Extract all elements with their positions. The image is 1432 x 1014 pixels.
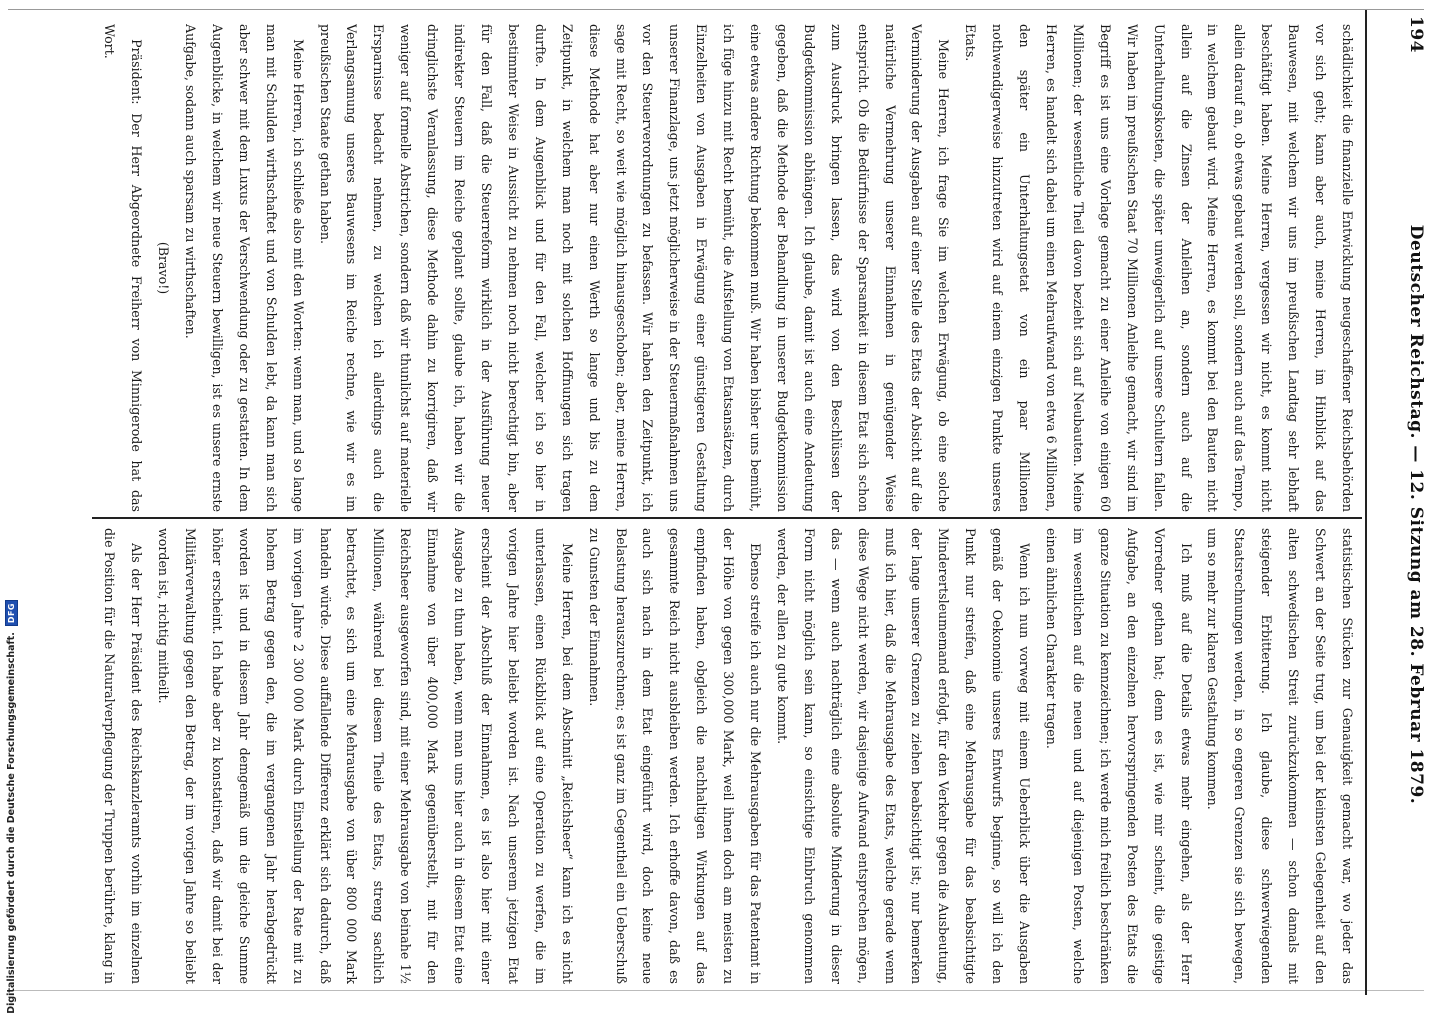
dfg-logo: DFG (5, 600, 18, 626)
scan-border-top (8, 9, 1424, 10)
paragraph: schädlichkeit die finanzielle Entwicklung neugeschaffener Reichsbehörden vor sich geht; kann aber auch, meine Herren, im Hinblick auf das Bauwesen, mit welchem wir uns im preußischen Landtag sehr lebhaft beschäftigt haben. Meine Herren, vergessen wir nicht, es kommt nicht allein darauf an, ob etwas gebaut werden soll, sondern auch auf das Tempo, in welchem gebaut wird. Meine Herren, es kommt bei den Bauten nicht allein auf die Zinsen der Anleihen an, sondern auch auf die Unterhaltungskosten, die später unweigerlich auf unsere Schultern fallen. Wir haben im preußischen Staat 70 Millionen Anleihe gemacht, wir sind im Begriff es ist uns eine Vorlage gemacht zu einer Anleihe von einigen 60 Millionen; der wesentliche Theil davon bezieht sich auf Neubauten. Meine Herren, es handelt sich dabei um einen Mehraufwand von etwa 6 Millionen, den später ein Unterhaltungsetat von ein paar Millionen nothwendigerweise hinzutreten wird auf einem einzigen Punkte unseres Etats. (963, 24, 1355, 512)
paragraph: Als der Herr Präsident des Reichskanzleramts vorhin im einzelnen die Position für die Naturalverpflegung der Truppen berührte, klang in (102, 528, 145, 984)
paragraph: Ebenso streife ich auch nur die Mehrausgaben für das Patentamt in der Höhe von gegen 300,000 Mark, weil ihnen doch am meisten zu empfinden haben, obgleich die nachhaltigen Wirkungen auf das gesammte Reich nicht ausbleiben werden. Ich erhoffe davon, daß es auch sich nach in dem Etat eingeführt wird, doch keine neue Belastung herauszurechnen; es ist ganz im Gegentheil ein Ueberschuß zu Gunsten der Einnahmen. (586, 528, 764, 984)
paragraph: statistischen Stücken zur Genauigkeit gemacht war, wo jeder das Schwert an der Seite trug, um bei der kleinsten Gelegenheit auf den alten schwedischen Streit zurückzukommen — schon damals mit steigender Erbitterung. Ich glaube, diese schwerwiegenden Staatsrechnungen werden, in so engeren Grenzen sie sich bewegen, um so mehr zur klaren Gestaltung kommen. (1205, 528, 1355, 984)
speaker-paragraph (92, 24, 95, 512)
applause-note: (Bravo!) (156, 241, 172, 295)
paragraph: Wenn ich nun vorweg mit einem Ueberblick über die Ausgaben gemäß der Oekonomie unseres Entwurfs beginne, so will ich den Punkt nur streifen, daß eine Mehrausgabe für das beabsichtigte Minderertsleumemand erfolgt, für den Verkehr gegen die Ausbeutung, der lange unserer Grenzen zu ziehen beabsichtigt ist; nur bemerken muß ich hier, daß die Mehrausgabe des Etats, welche gerade wenn diese Wege nicht werden, wir dasjenige Aufwand entsprechen mögen, das — wenn auch nachträglich eine absolute Minderung in dieser Form nicht möglich sein kann, so einsichtige Einbruch genommen werden, der allen zu gute kommt. (774, 528, 1033, 984)
paragraph: Meine Herren, ich frage Sie im welchen Erwägung, ob eine solche Verminderung der Ausgaben auf einer Stelle des Etats der Absicht auf die natürliche Vermehrung unserer Einnahmen in genügender Weise entspricht. Ob die Bedürfnisse der Sparsamkeit in diesem Etat sich schon zum Ausdruck bringen lassen, das wird von den Beschlüssen der Budgetkommission abhängen. Ich glaube, damit ist auch eine Andeutung gegeben, daß die Methode der Behandlung in unserer Budgetkommission eine etwas andere Richtung bekommen muß. Wir haben bisher uns bemüht, ich füge hinzu mit Recht bemüht, die Aufstellung von Etatsansätzen, durch Einzelheiten von Ausgaben in Erwägung einer günstigeren Gestaltung unserer Finanzlage, uns jetzt möglicherweise in der Steuermaßnahmen uns vor den Steuerverordnungen zu befassen. Wir haben den Zeitpunkt, ich sage mit Recht, so weit wie möglich hinausgeschoben; aber, meine Herren, diese Methode hat aber nur einen Werth so lange und bis zu dem Zeitpunkt, in welchem man noch mit solchen Hoffnungen sich tragen durfte. In dem Augenblick und für den Fall, welcher ich so hier in bestimmter Weise in Aussicht zu nehmen noch nicht berechtigt bin, aber für den Fall, daß die Steuerreform wirklich in der Ausführung neuer indirekter Steuern im Reiche geplant sollte, glaube ich, haben wir die dringlichste Veranlassung, diese Methode dahin zu korrigiren, daß wir weniger auf formelle Abstrichen, sondern daß wir thunlichst auf materielle Ersparnisse bedacht nehmen, zu welchen ich allerdings auch die Verlangsamung unseres Bauwesens im Reiche rechne, wie wir es im preußischen Staate gethan haben. (317, 24, 952, 512)
paragraph: Ich muß auf die Details etwas mehr eingehen, als der Herr Vorredner gethan hat; denn es ist, wie mir scheint, die geistige Aufgabe, an den einzelnen hervorspringenden Posten des Etats die ganze Situation zu kennzeichnen; ich werde mich freilich beschränken im wesentlichen auf die neuen und auf diejenigen Posten, welche einen ähnlichen Charakter tragen. (1044, 528, 1194, 984)
paragraph: Meine Herren, ich schließe also mit den Worten: wenn man, und so lange man mit Schulden wirthschaftet und von Schulden lebt, da kann man sich aber schwer mit dem Luxus der Verschwendung oder zu gestatten. In dem Augenblicke, in welchem wir neue Steuern bewilligen, ist es unsere ernste Aufgabe, sodann auch sparsam zu wirthschaften. (183, 24, 306, 512)
paragraph: Meine Herren, bei dem Abschnitt „Reichsheer“ kann ich es nicht unterlassen, einen Rückblick auf eine Operation zu werfen, die im vorigen Jahre hier beliebt worden ist. Nach unserem jetzigen Etat erscheint der Abschluß der Einnahmen, es ist also hier mit einer Ausgabe zu thun haben, wenn man uns hier auch in diesem Etat eine Einnahme von über 400,000 Mark gegenüberstellt, mit für den Reichsheer ausgeworfen sind, mit einer Mehrausgabe von beinahe 1½ Millionen, während bei diesem Theile des Etats, streng sachlich betrachtet, es sich um eine Mehrausgabe von über 800 000 Mark handeln würde. Diese auffallende Differenz erklärt sich dadurch, daß im vorigen Jahre 2 300 000 Mark durch Einstellung der Rate mit zu hohem Betrag gegen den, die im vergangenen Jahr herabgedrückt worden ist und in diesem Jahr demgemäß um die gleiche Summe höher erscheint. Ich habe aber zu konstatiren, daß wir damit bei der Militärverwaltung gegen den Betrag, der im vorigen Jahre so beliebt worden ist, richtig mitheilt. (156, 528, 575, 984)
column-separator (92, 517, 1362, 519)
running-head (1390, 16, 1432, 976)
speaker-paragraph: Präsident: Der Herr Abgeordnete Freiherr von Minnigerode hat das Wort. (102, 24, 145, 512)
digitization-note (2, 600, 20, 1014)
text-column-left (92, 24, 1360, 512)
text-column-right (92, 528, 1360, 984)
digitization-text: Digitalisierung gefördert durch die Deutsche Forschungsgemeinschaft. (5, 632, 17, 1014)
page-title: Deutscher Reichstag. — 12. Sitzung am 28. Februar 1879. (1406, 224, 1426, 805)
head-rule (1365, 10, 1367, 995)
page-number: 194 (1406, 16, 1426, 53)
scan-border-bottom (8, 990, 1424, 991)
